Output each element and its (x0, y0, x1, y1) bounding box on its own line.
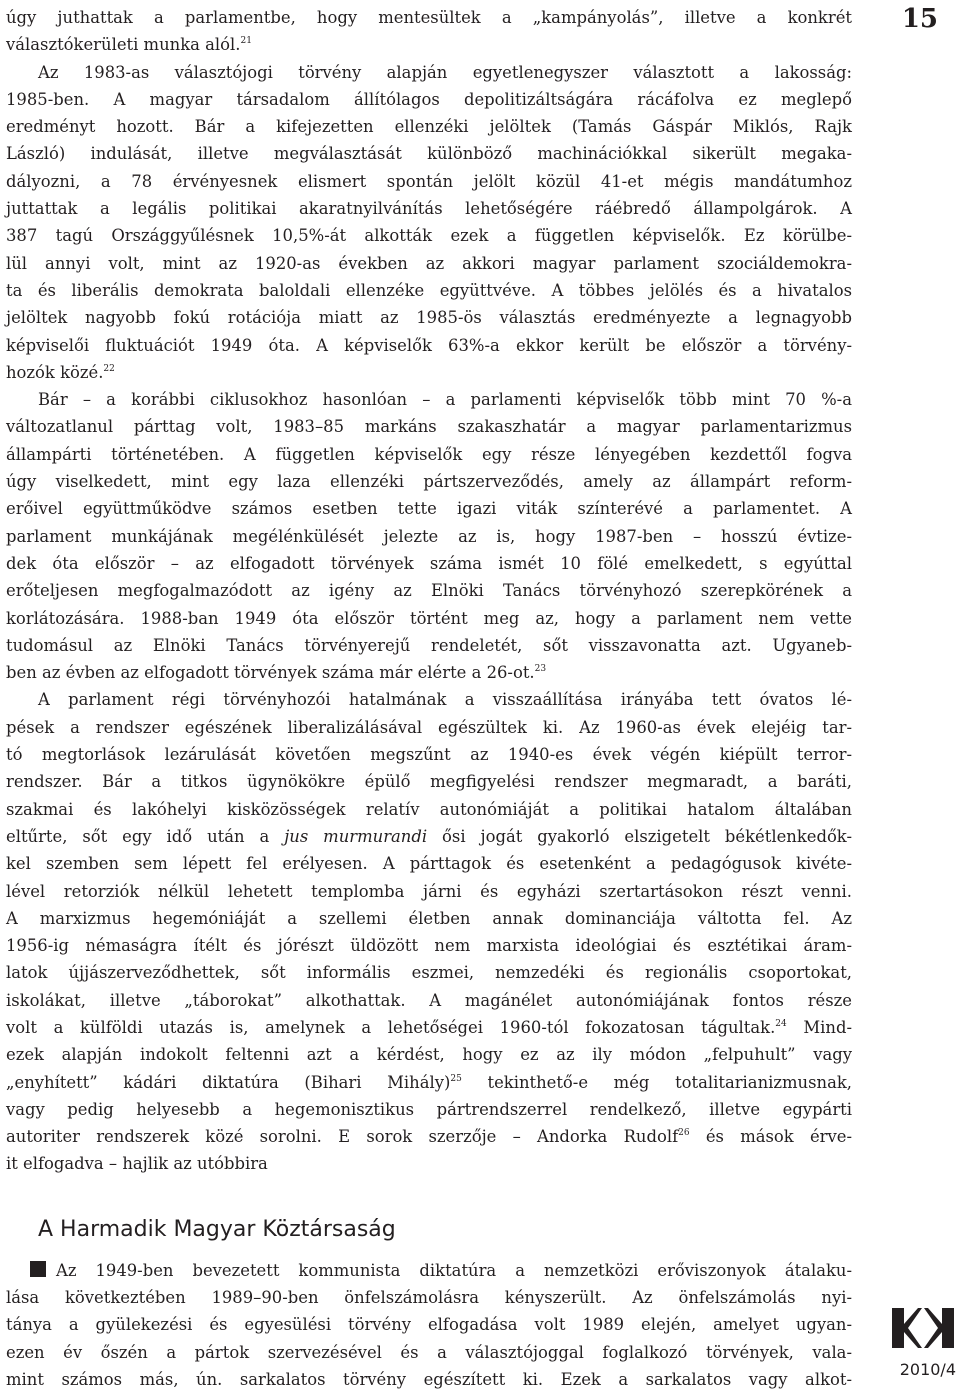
text-line: tánya a gyülekezési és egyesülési törvény elfogadása volt 1989 elején, amelyet ugyan- (6, 1315, 852, 1335)
text-line: erőteljesen megfogalmazódott az igény az Elnöki Tanács törvényhozó szerepkörének a (6, 581, 852, 601)
issue-number: 2010/4 (899, 1360, 956, 1379)
text-line: lével retorziók nélkül lehetett templomba járni és egyházi szertartásokon részt venni. (6, 881, 852, 901)
text-line: „enyhített” kádári diktatúra (Bihari Mihály)$^{25}$ tekinthető-e még totalitarianizmusnak, (6, 1072, 852, 1092)
text-line: juttattak a legális politikai akaratnyilvánítás lehetőségére ráébredő állampolgárok. A (6, 199, 852, 219)
page-number: 15 (901, 4, 938, 34)
text-line: választókerületi munka alól.$^{21}$ (6, 35, 252, 55)
text-line: 387 tagú Országgyűlésnek 10,5%-át alkották ezek a független képviselők. Ez körülbe- (6, 226, 852, 246)
text-line: dek óta először – az elfogadott törvények száma ismét 10 fölé emelkedett, s egyúttal (6, 553, 852, 573)
footnote-ref[interactable]: 23 (534, 664, 547, 675)
text-line: pések a rendszer egészének liberalizálásával egészültek ki. Az 1960-as évek elejéig tar- (6, 717, 852, 737)
text-line: kel szemben sem lépett fel erélyesen. A párttagok és esetenként a pedagógusok kivéte- (6, 854, 852, 874)
footnote-ref[interactable]: 22 (103, 363, 115, 374)
text-line: volt a külföldi utazás is, amelynek a lehetőségei 1960-tól fokozatosan tágultak.$^{24}$ Mind- (6, 1017, 852, 1037)
text-line: tudomásul az Elnöki Tanács törvényerejű rendeletét, sőt visszavonatta azt. Ugyaneb- (6, 635, 852, 655)
text-line: korlátozására. 1988-ban 1949 óta először történt meg az, hogy a parlament nem vette (6, 608, 852, 628)
text-line: úgy viselkedett, mint egy laza ellenzéki pártszerveződés, amely az állampárt reform- (6, 472, 852, 492)
text-line: lása következtében 1989–90-ben önfelszámolásra kényszerült. Az önfelszámolás nyi- (6, 1288, 852, 1308)
text-line: A parlament régi törvényhozói hatalmának a visszaállítása irányába tett óvatos lé- (38, 690, 852, 710)
text-line: mint számos más, ún. sarkalatos törvény egészített ki. Ezek a sarkalatos vagy alkot- (6, 1369, 852, 1389)
text-line: tó megtorlások lezárulását követően megszűnt az 1940-es évek végén kiépült terror- (6, 745, 852, 765)
text-line: ben az évben az elfogadott törvények száma már elérte a 26-ot.$^{23}$ (6, 663, 547, 683)
text-line: ta és liberális demokrata baloldali ellenzéke együttvéve. A többes jelölés és a hivatalos (6, 280, 852, 300)
latin-term: jus murmurandi (284, 826, 428, 846)
text-line: változatlanul párttag volt, 1983–85 markáns szakaszhatár a magyar parlamentarizmus (6, 417, 852, 437)
text-line: lül annyi volt, mint az 1920-as években az akkori magyar parlament szociáldemokra- (6, 253, 852, 273)
square-bullet-icon (30, 1261, 46, 1277)
text-line: vagy pedig helyesebb a hegemonisztikus pártrendszerrel rendelkező, illetve egypárti (6, 1099, 852, 1119)
text-line: úgy juthattak a parlamentbe, hogy mentesültek a „kampányolás”, illetve a konkrét (6, 8, 852, 27)
text-line: László) indulását, illetve megválasztását különböző machinációkkal sikerült megaka- (6, 144, 852, 164)
body-text (6, 4, 852, 1393)
text-line: iskolákat, illetve „táborokat” alkothattak. A magánélet autonómiájának fontos része (6, 990, 852, 1010)
text-line: parlament munkájának megélénkülését jelezte az is, hogy 1987-ben – hosszú évtize- (6, 526, 852, 546)
text-line: eltűrte, sőt egy idő után a jus murmurandi ősi jogát gyakorló elszigetelt békétlenkedők- (6, 826, 852, 846)
text-line: erőivel együttműködve számos esetben tette igazi viták színterévé a parlamentet. A (6, 499, 852, 519)
text-line: autoriter rendszerek közé sorolni. E sorok szerzője – Andorka Rudolf$^{26}$ és mások érve- (6, 1127, 852, 1147)
text-line: Az 1983-as választójogi törvény alapján egyetlenegyszer választott a lakosság: (38, 62, 852, 82)
text-line: rendszer. Bár a titkos ügynökökre épülő megfigyelési rendszer megmaradt, a baráti, (6, 772, 852, 792)
text-line: A marxizmus hegemóniáját a szellemi életben annak dominanciája váltotta fel. Az (6, 908, 852, 928)
footnote-ref[interactable]: 24 (775, 1018, 787, 1029)
section-heading: A Harmadik Magyar Köztársaság (38, 1216, 396, 1242)
text-line: ezek alapján indokolt feltenni azt a kérdést, hogy ez az ily módon „felpuhult” vagy (6, 1045, 852, 1065)
footnote-ref[interactable]: 21 (240, 36, 252, 47)
text-line: latok újjászerveződhettek, sőt informális eszmei, nemzedéki és regionális csoportokat, (6, 963, 852, 983)
text-line: Bár – a korábbi ciklusokhoz hasonlóan – a parlamenti képviselők több mint 70 %-a (38, 390, 852, 410)
text-line: 1956-ig némaságra ítélt és jórészt üldözött nem marxista ideológiai és esztétikai áram- (6, 936, 852, 956)
text-line: hozók közé.$^{22}$ (6, 362, 115, 382)
text-line: állampárti történetében. A független képviselők egy része lényegében kezdettől fogva (6, 444, 852, 464)
text-line: jelöltek nagyobb fokú rotációja miatt az 1985-ös választás eredményezte a legnagyobb (6, 308, 852, 328)
text-line: dályozni, a 78 érvényesnek elismert spontán jelölt közül 41-et mégis mandátumhoz (6, 171, 852, 191)
text-line: 1985-ben. A magyar társadalom állítólagos depolitizáltságára rácáfolva ez meglepő (6, 89, 852, 109)
footnote-ref[interactable]: 26 (678, 1128, 690, 1139)
text-line: Az 1949-ben bevezetett kommunista diktatúra a nemzetközi erőviszonyok átalaku- (6, 1257, 852, 1284)
footnote-ref[interactable]: 25 (450, 1073, 462, 1084)
text-line: képviselői fluktuációt 1949 óta. A képviselők 63%-a ekkor került be először a törvény- (6, 335, 852, 355)
kk-logo-icon (890, 1306, 956, 1350)
text-line: szakmai és lakóhelyi kisközösségek relatív autonómiáját a politikai hatalom általában (6, 799, 852, 819)
text-line: it elfogadva – hajlik az utóbbira (6, 1154, 268, 1174)
text-line: eredményt hozott. Bár a kifejezetten ellenzéki jelöltek (Tamás Gáspár Miklós, Rajk (6, 117, 852, 137)
text-line: ezen év őszén a pártok szervezésével és a választójoggal foglalkozó törvények, vala- (6, 1342, 852, 1362)
